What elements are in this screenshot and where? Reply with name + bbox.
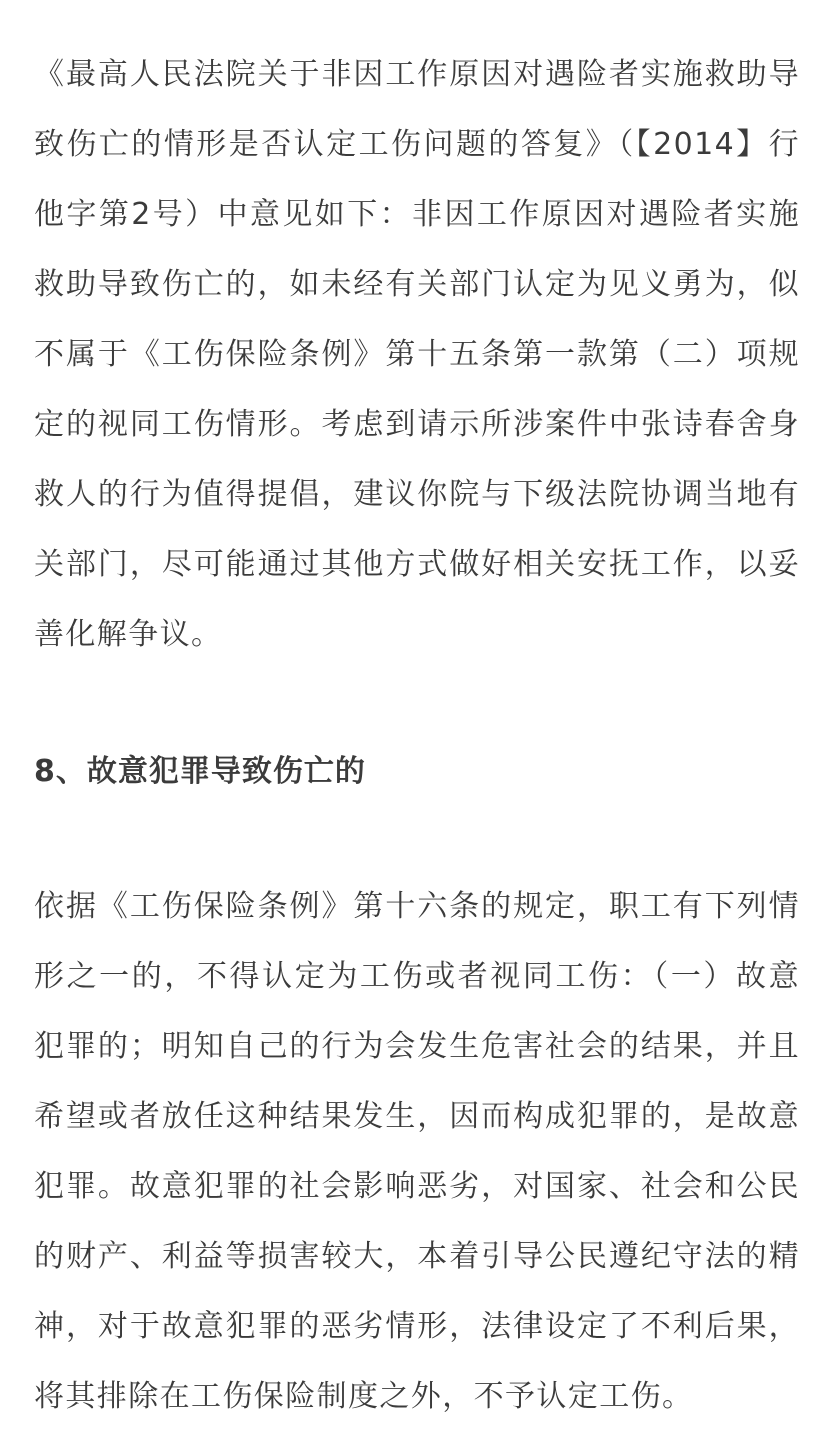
paragraph-reply-opinion: 《最高人民法院关于非因工作原因对遇险者实施救助导致伤亡的情形是否认定工伤问题的答复》（【2014】行他字第2号）中意见如下：非因工作原因对遇险者实施救助导致伤亡的，如未经有关部门认定为见义勇为，似不属于《工伤保险条例》第十五条第一款第（二）项规定的视同工伤情形。考虑到请示所涉案件中张诗春舍身救人的行为值得提倡，建议你院与下级法院协调当地有关部门，尽可能通过其他方式做好相关安抚工作，以妥善化解争议。 [34,57,800,652]
section-heading: 8、故意犯罪导致伤亡的 [34,754,366,789]
paragraph-intentional-crime: 依据《工伤保险条例》第十六条的规定，职工有下列情形之一的，不得认定为工伤或者视同工伤：（一）故意犯罪的；明知自己的行为会发生危害社会的结果，并且希望或者放任这种结果发生，因而构成犯罪的，是故意犯罪。故意犯罪的社会影响恶劣，对国家、社会和公民的财产、利益等损害较大，本着引导公民遵纪守法的精神，对于故意犯罪的恶劣情形，法律设定了不利后果，将其排除在工伤保险制度之外，不予认定工伤。 [34,889,800,1414]
article-body [34,40,800,1432]
